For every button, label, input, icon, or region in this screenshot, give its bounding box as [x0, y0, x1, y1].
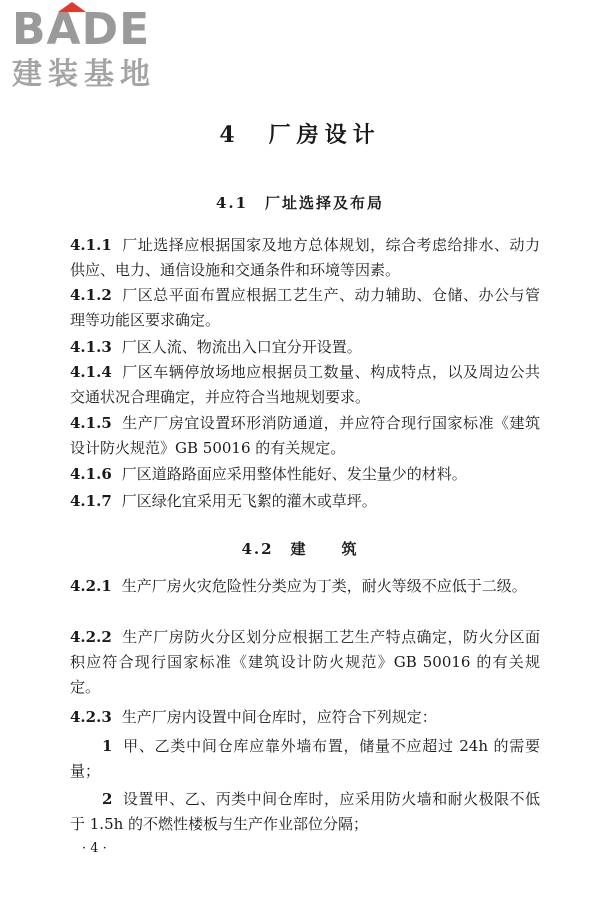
bade-logo	[12, 4, 182, 98]
clause-4-2-1	[70, 574, 540, 599]
clause-text: 生产厂房火灾危险性分类应为丁类，耐火等级不应低于二级。	[121, 577, 527, 595]
item-number: 2	[102, 790, 113, 808]
chapter-title: 4 厂房设计	[219, 122, 381, 148]
clause-4-1-6	[70, 462, 540, 487]
clause-number: 4.1.6	[70, 465, 112, 483]
clause-text: 生产厂房防火分区划分应根据工艺生产特点确定，防火分区面积应符合现行国家标准《建筑设计防火规范》GB 50016 的有关规定。	[70, 628, 540, 696]
logo-red-triangle-icon	[58, 2, 86, 12]
clause-4-1-4	[70, 360, 540, 410]
clause-4-1-1	[70, 233, 540, 283]
list-item-1	[70, 734, 540, 784]
clause-text: 厂址选择应根据国家及地方总体规划，综合考虑给排水、动力供应、电力、通信设施和交通条件和环境等因素。	[70, 236, 540, 279]
clause-number: 4.1.7	[70, 492, 112, 510]
clause-text: 生产厂房内设置中间仓库时，应符合下列规定：	[121, 708, 437, 726]
list-item-2	[70, 787, 540, 837]
clause-text: 厂区绿化宜采用无飞絮的灌木或草坪。	[121, 492, 377, 510]
clause-text: 厂区道路路面应采用整体性能好、发尘量少的材料。	[121, 465, 467, 483]
logo-latin-label: BADE	[12, 4, 151, 55]
clause-number: 4.1.2	[70, 286, 112, 304]
item-text: 甲、乙类中间仓库应靠外墙布置，储量不应超过 24h 的需要量；	[70, 737, 540, 780]
clause-4-1-5	[70, 411, 540, 461]
logo-latin-text	[12, 4, 172, 55]
section-title-4-1: 4.1 厂址选择及布局	[215, 194, 385, 212]
clause-4-1-7	[70, 489, 540, 514]
clause-4-2-2	[70, 625, 540, 700]
clause-number: 4.1.1	[70, 236, 112, 254]
clause-number: 4.2.2	[70, 628, 112, 646]
clause-text: 生产厂房宜设置环形消防通道，并应符合现行国家标准《建筑设计防火规范》GB 50016 的有关规定。	[70, 414, 540, 457]
clause-number: 4.2.1	[70, 577, 112, 595]
clause-text: 厂区人流、物流出入口宜分开设置。	[121, 338, 362, 356]
clause-4-2-3	[70, 705, 540, 730]
logo-cjk-text: 建装基地	[12, 57, 156, 92]
clause-text: 厂区总平面布置应根据工艺生产、动力辅助、仓储、办公与管理等功能区要求确定。	[70, 286, 540, 329]
clause-text: 厂区车辆停放场地应根据员工数量、构成特点，以及周边公共交通状况合理确定，并应符合当地规划要求。	[70, 363, 540, 406]
section-title-4-2: 4.2 建 筑	[241, 540, 359, 558]
page-number: · 4 ·	[82, 841, 107, 856]
item-number: 1	[102, 737, 113, 755]
clause-number: 4.1.5	[70, 414, 112, 432]
clause-number: 4.1.3	[70, 338, 112, 356]
clause-4-1-2	[70, 283, 540, 333]
clause-number: 4.2.3	[70, 708, 112, 726]
clause-4-1-3	[70, 335, 540, 360]
item-text: 设置甲、乙、丙类中间仓库时，应采用防火墙和耐火极限不低于 1.5h 的不燃性楼板与生产作业部位分隔；	[70, 790, 540, 833]
clause-number: 4.1.4	[70, 363, 112, 381]
